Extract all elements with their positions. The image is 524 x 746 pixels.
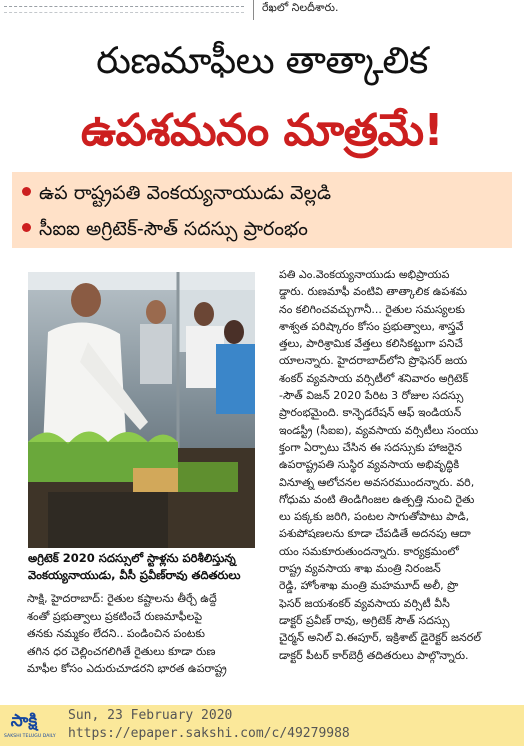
caption-line: వెంకయ్యనాయుడు, వీసీ ప్రవీణ్‌రావు తదితరులు	[28, 568, 241, 582]
subheadline-1-text: ఉప రాష్ట్రపతి వెంకయ్యనాయుడు వెల్లడి	[39, 182, 332, 204]
divider	[4, 6, 244, 7]
body-line: శంకర్ వ్యవసాయ వర్సిటీలో శనివారం అగ్రిటెక్	[279, 371, 469, 385]
body-line: గోధుమ వంటి తిండిగింజల ఉత్పత్తి నుంచి రైతు	[279, 492, 475, 506]
body-line: క్తంగా ఏర్పాటు చేసిన ఈ సదస్సుకు హాజరైన	[279, 440, 462, 454]
article-body-left	[27, 590, 273, 678]
logo-wordmark: సాక్షి	[10, 711, 38, 731]
body-line: పతి ఎం.వెంకయ్యనాయుడు అభిప్రాయప	[279, 268, 450, 281]
headline-line-2: ఉపశమనం మాత్రమే!	[80, 105, 444, 156]
body-line: లు పక్కకు జరిగి, పంటల సాగుతోపాటు పాడి,	[279, 510, 470, 524]
body-line: ప్రారంభమైంది. కాన్ఫెడరేషన్ ఆఫ్ ఇండియన్	[279, 406, 462, 420]
body-line: శాశ్వత పరిష్కారం కోసం ప్రభుత్వాలు, శాస్త్రవే	[279, 319, 464, 333]
body-line: ఫెసర్ జయశంకర్ వ్యవసాయ వర్సిటీ వీసీ	[279, 596, 450, 610]
body-line: త్తలు, పారిశ్రామిక వేత్తలు కలిసికట్టుగా పనిచే	[279, 337, 463, 351]
news-photo-image	[28, 272, 255, 548]
bullet-icon	[22, 223, 31, 232]
body-line: డాక్టర్ పీటర్ కార్‌బెర్రీ తదితరులు పాల్గొన్నారు.	[279, 648, 469, 662]
body-line: డాక్టర్ ప్రవీణ్ రావు, అగ్రిటెక్ సౌత్ సదస్సు	[279, 613, 450, 627]
subheadline-2-text: సీఐఐ అగ్రిటెక్-సౌత్ సదస్సు ప్రారంభం	[39, 218, 308, 240]
body-line: డ్డారు. రుణమాఫీ వంటివి తాత్కాలిక ఉపశమ	[279, 285, 468, 299]
column-divider	[253, 0, 254, 20]
body-line: వినూత్న ఆలోచనల అవసరముందన్నారు. వరి,	[279, 475, 475, 489]
epaper-footer	[0, 705, 524, 746]
photo-caption	[28, 550, 264, 584]
body-line: యాలన్నారు. హైదరాబాద్‌లోని ప్రొఫెసర్ జయ	[279, 354, 468, 368]
caption-line: అగ్రిటెక్ 2020 సదస్సులో స్టాళ్లను పరిశీలిస్తున్న	[28, 551, 236, 565]
body-line: నం కలిగించవచ్చుగానీ... రైతుల సమస్యలకు	[279, 302, 465, 316]
body-line: యం సమకూరుతుందన్నారు. కార్యక్రమంలో	[279, 544, 459, 558]
subheadline-1	[22, 180, 331, 206]
body-line: తనకు నమ్మకం లేదని.. పండించిన పంటకు	[27, 627, 205, 640]
news-photo	[28, 272, 255, 548]
subheadline-2	[22, 216, 308, 242]
body-line: సాక్షి, హైదరాబాద్: రైతుల కష్టాలను తీర్చే ఉద్దే	[27, 592, 217, 605]
sakshi-logo[interactable]	[4, 708, 56, 742]
body-line: మాఫీల కోసం ఎదురుచూడరని భారత ఉపరాష్ట్ర	[27, 662, 227, 675]
body-line: శంతో ప్రభుత్వాలు ప్రకటించే రుణమాఫీలపై	[27, 609, 203, 623]
body-line: రాష్ట్ర వ్యవసాయ శాఖ మంత్రి నిరంజన్	[279, 562, 441, 576]
body-line: పశుపోషణలను కూడా చేపడితే అదనపు ఆదా	[279, 527, 471, 541]
edition-date: Sun, 23 February 2020	[68, 708, 233, 723]
body-line: రెడ్డి, హోంశాఖ మంత్రి మహమూద్ అలీ, ప్రొ	[279, 579, 459, 593]
body-line: ఉపరాష్ట్రపతి సుస్థిర వ్యవసాయ అభివృద్ధికి	[279, 458, 460, 472]
body-line: ఇండస్ట్రీ (సీఐఐ), వ్యవసాయ వర్సిటీలు సంయు	[279, 423, 479, 437]
body-line: -సౌత్ విజన్ 2020 పేరిట 3 రోజుల సదస్సు	[279, 389, 464, 403]
headline-line-1: రుణమాఫీలు తాత్కాలిక	[96, 39, 428, 82]
epaper-link[interactable]: https://epaper.sakshi.com/c/49279988	[68, 726, 350, 741]
body-line: చైర్మన్ అనిల్ వి.ఈపూర్, ఇక్రిశాట్ డైరెక్టర్ జనరల్	[279, 631, 482, 645]
divider	[4, 12, 244, 13]
article-body-right	[279, 266, 515, 664]
subheadline-box	[12, 172, 512, 248]
body-line: తగిన ధర చెల్లించగలిగితే రైతులు కూడా రుణ	[27, 644, 216, 658]
bullet-icon	[22, 187, 31, 196]
previous-article-tail: రేఖలో నిలదీశారు.	[262, 1, 339, 14]
previous-article-strip	[0, 0, 524, 20]
logo-tagline: SAKSHI TELUGU DAILY	[4, 734, 56, 739]
